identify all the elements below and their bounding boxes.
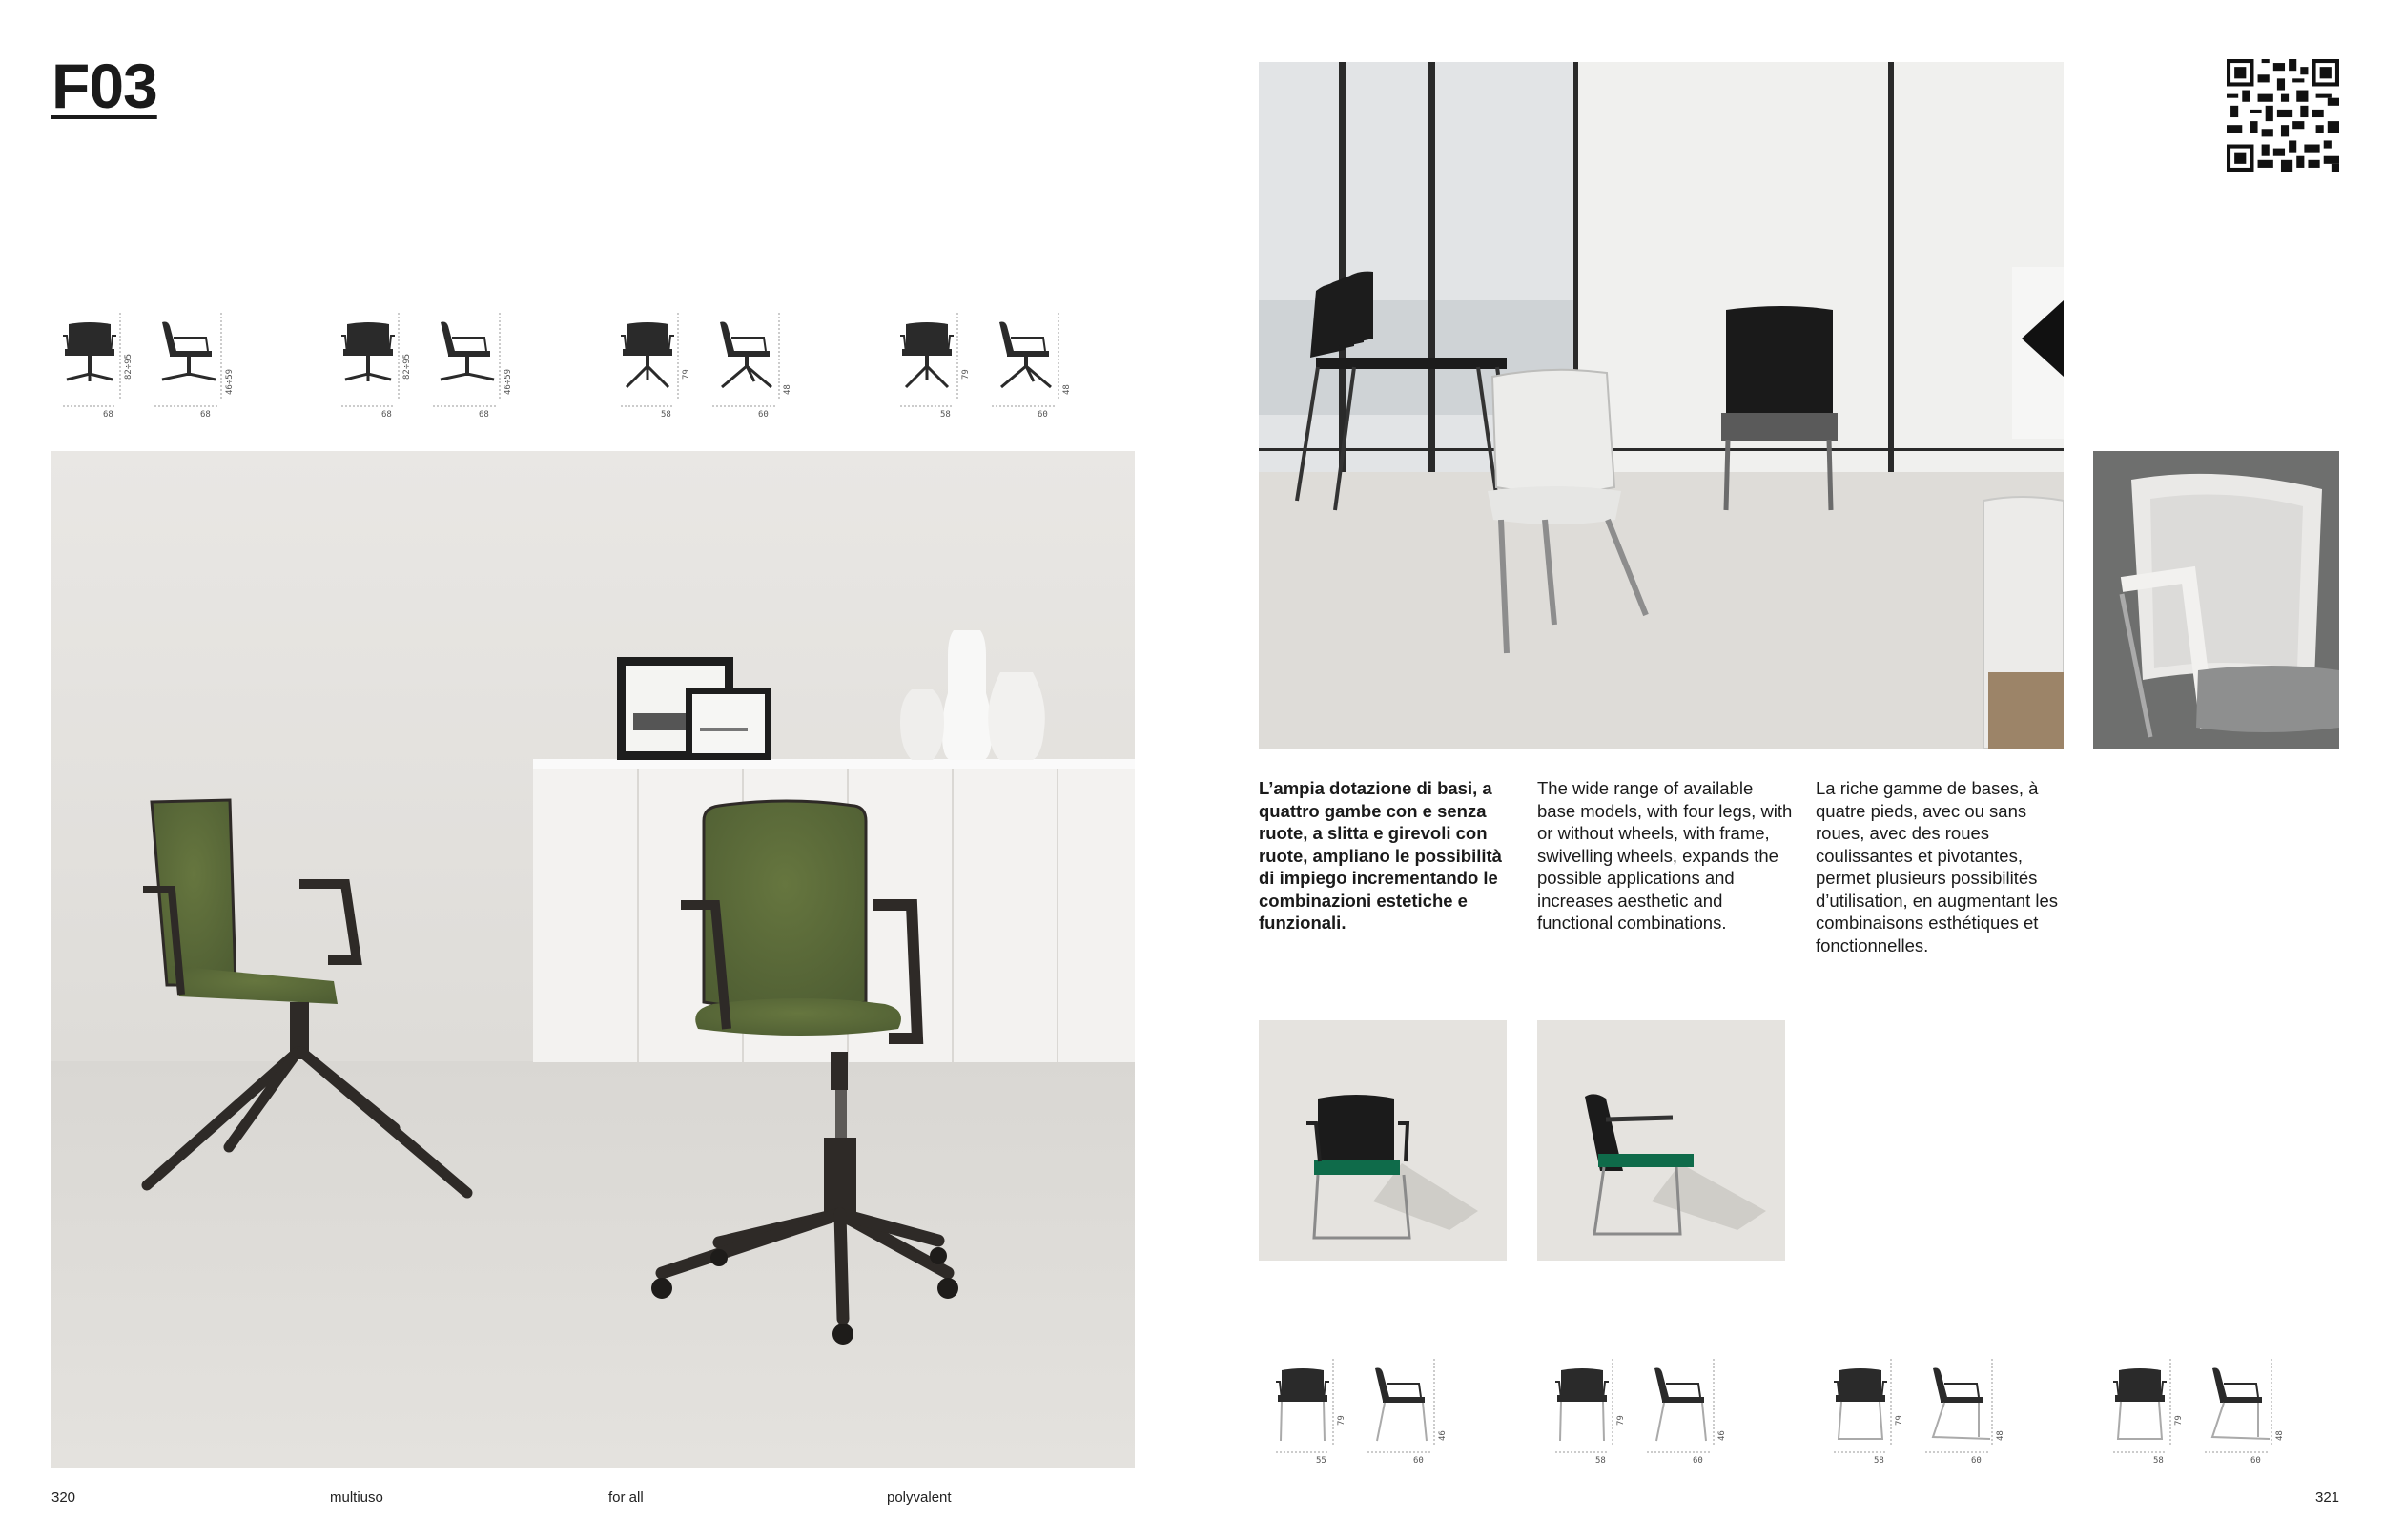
- qr-code-icon: [2227, 59, 2339, 172]
- total-height-label: 79: [961, 369, 971, 380]
- side-width-label: 60: [1413, 1456, 1424, 1466]
- top-chair-drawing-4: [894, 303, 1095, 427]
- side-width-label: 60: [1971, 1456, 1982, 1466]
- top-dimension-group-4: [894, 303, 1095, 427]
- bottom-chair-drawing-2: [1550, 1349, 1750, 1473]
- total-height-label: 79: [1616, 1415, 1626, 1426]
- total-height-label: 82÷95: [124, 353, 134, 380]
- description-italian: L’ampia dotazione di basi, a quattro gambe con e senza ruote, a slitta e girevoli con ruote, ampliano le possibilità di impiego incrementando le combinazioni estetiche e funzionali.: [1259, 778, 1502, 933]
- side-width-label: 60: [758, 410, 769, 420]
- top-dimension-group-2: [336, 303, 536, 427]
- description-french: La riche gamme de bases, à quatre pieds, avec ou sans roues, avec des roues coulissantes et pivotantes, permet plusieurs possibilités d’utilisation, en augmentant les combinaisons esthétiques et fonctionnelles.: [1816, 778, 2059, 955]
- side-width-label: 60: [2250, 1456, 2261, 1466]
- total-height-label: 79: [2174, 1415, 2184, 1426]
- side-width-label: 68: [200, 410, 211, 420]
- bottom-dimension-group-2: [1550, 1349, 1750, 1473]
- total-height-label: 82÷95: [402, 353, 412, 380]
- footer-label-for-all: for all: [608, 1489, 644, 1506]
- total-height-label: 79: [1895, 1415, 1904, 1426]
- top-chair-drawing-2: [336, 303, 536, 427]
- bottom-dimension-group-4: [2107, 1349, 2308, 1473]
- description-english: The wide range of available base models, with four legs, with or without wheels, with frame, swivelling wheels, expands the possible applications and increases aesthetic and functional combinations.: [1537, 778, 1793, 933]
- total-height-label: 79: [1337, 1415, 1346, 1426]
- side-width-label: 60: [1038, 410, 1048, 420]
- top-dimension-group-1: [57, 303, 257, 427]
- showroom-photo: [1259, 62, 2064, 749]
- sled-chair-photo-front: [1259, 1020, 1507, 1261]
- footer-label-polyvalent: polyvalent: [887, 1489, 952, 1506]
- top-dimension-group-3: [615, 303, 815, 427]
- front-width-label: 58: [1874, 1456, 1884, 1466]
- page-title: F03: [51, 51, 157, 121]
- bottom-chair-drawing-3: [1828, 1349, 2028, 1473]
- front-width-label: 58: [1595, 1456, 1606, 1466]
- seat-height-label: 46÷59: [504, 368, 513, 395]
- page-number-left: 320: [51, 1489, 76, 1506]
- bottom-chair-drawing-1: [1270, 1349, 1470, 1473]
- seat-height-label: 46: [1717, 1430, 1727, 1441]
- footer-label-multiuso: multiuso: [330, 1489, 383, 1506]
- bottom-dimension-group-1: [1270, 1349, 1470, 1473]
- seat-height-label: 48: [783, 384, 792, 395]
- seat-height-label: 48: [2275, 1430, 2285, 1441]
- top-chair-drawing-1: [57, 303, 257, 427]
- seat-height-label: 46: [1438, 1430, 1448, 1441]
- front-width-label: 58: [661, 410, 671, 420]
- total-height-label: 79: [682, 369, 691, 380]
- front-width-label: 55: [1316, 1456, 1326, 1466]
- front-width-label: 58: [2153, 1456, 2164, 1466]
- armrest-detail-photo: [2093, 451, 2339, 749]
- seat-height-label: 46÷59: [225, 368, 235, 395]
- front-width-label: 68: [381, 410, 392, 420]
- page-number-right: 321: [2315, 1489, 2340, 1506]
- top-chair-drawing-3: [615, 303, 815, 427]
- sled-chair-photo-side: [1537, 1020, 1785, 1261]
- main-photo-swivel-chairs: [51, 451, 1135, 1468]
- side-width-label: 60: [1693, 1456, 1703, 1466]
- front-width-label: 58: [940, 410, 951, 420]
- seat-height-label: 48: [1062, 384, 1072, 395]
- front-width-label: 68: [103, 410, 113, 420]
- seat-height-label: 48: [1996, 1430, 2005, 1441]
- side-width-label: 68: [479, 410, 489, 420]
- bottom-dimension-group-3: [1828, 1349, 2028, 1473]
- bottom-chair-drawing-4: [2107, 1349, 2308, 1473]
